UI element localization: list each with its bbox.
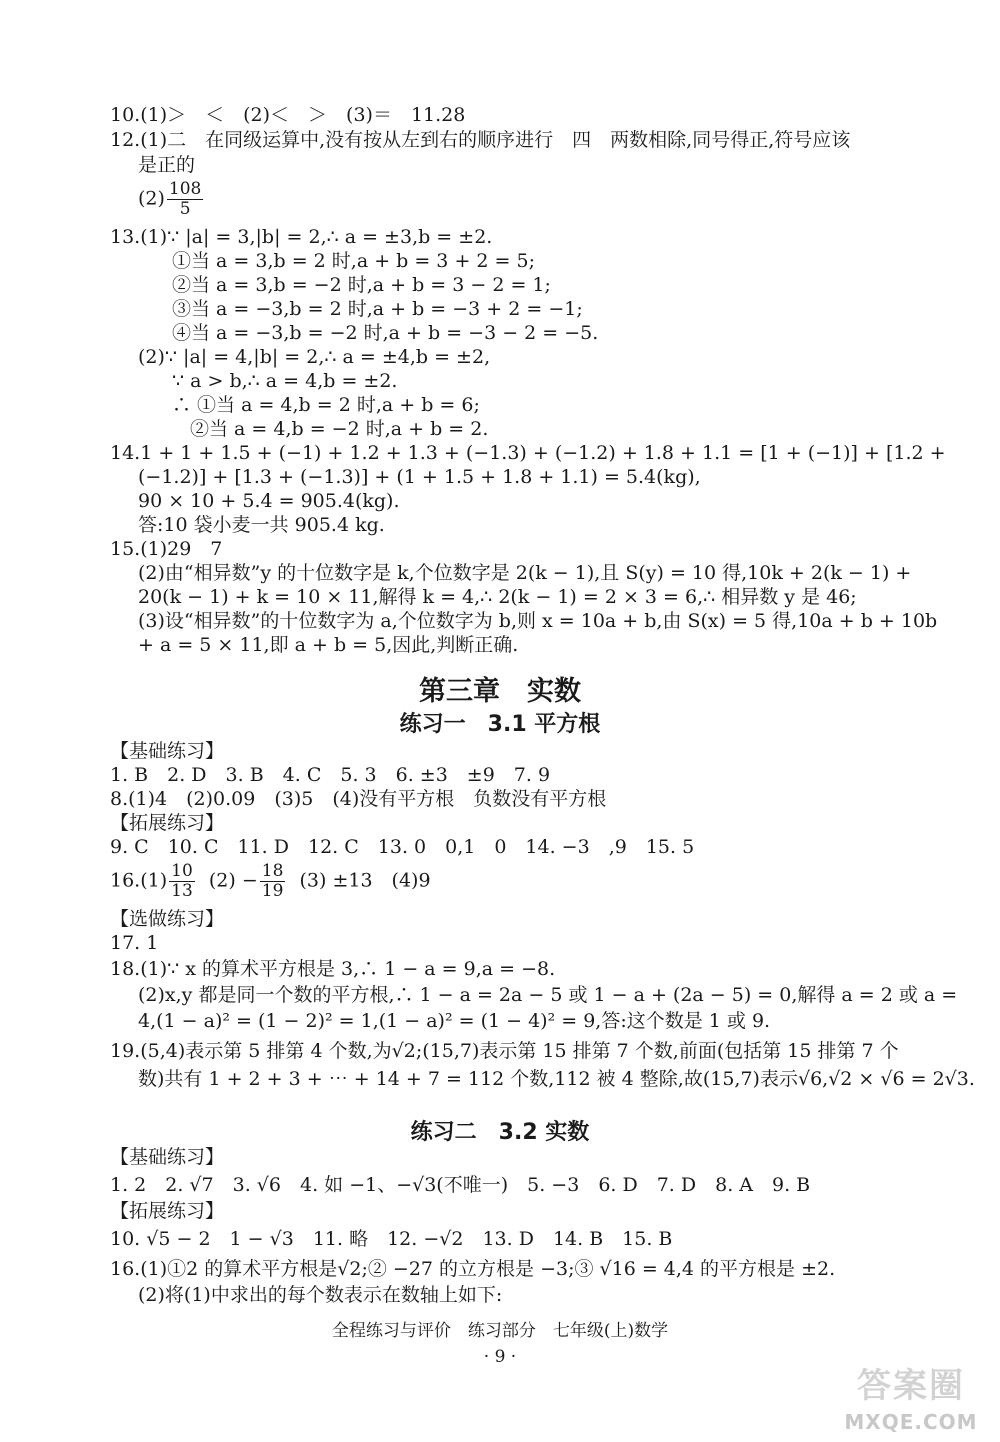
label-extension-practice-2: 【拓展练习】 [110,1200,225,1222]
label-extension-practice: 【拓展练习】 [110,812,225,834]
answer-q15-1: 15.(1)29 7 [110,538,223,560]
s1-q18-2-line2: 4,(1 − a)² = (1 − 2)² = 1,(1 − a)² = (1 − 4)² = 9,答:这个数是 1 或 9. [138,1010,771,1032]
s1-q16 [110,862,431,901]
answer-q13-case3: ③当 a = −3,b = 2 时,a + b = −3 + 2 = −1; [172,298,583,320]
page-number: · 9 · [483,1347,517,1367]
s1-q17: 17. 1 [110,932,159,954]
q16-1-label: 16.(1) [110,869,168,892]
answer-q14-line2: (−1.2)] + [1.3 + (−1.3)] + (1 + 1.5 + 1.8 + 1.1) = 5.4(kg), [138,466,701,488]
answer-q14-line1: 14.1 + 1 + 1.5 + (−1) + 1.2 + 1.3 + (−1.3) + (−1.2) + 1.8 + 1.1 = [1 + (−1)] + [1.2 + [110,442,946,464]
answer-q13-case1: ①当 a = 3,b = 2 时,a + b = 3 + 2 = 5; [172,250,535,272]
s1-q19-line1: 19.(5,4)表示第 5 排第 4 个数,为√2;(15,7)表示第 15 排第 7 个数,前面(包括第 15 排第 7 个 [110,1040,899,1062]
answer-q13-case4: ④当 a = −3,b = −2 时,a + b = −3 − 2 = −5. [172,322,599,344]
answer-q12-2 [138,180,205,219]
label-optional-practice: 【选做练习】 [110,908,225,930]
answer-q14-line3: 90 × 10 + 5.4 = 905.4(kg). [138,490,400,512]
q16-rest: (3) ±13 (4)9 [299,869,431,892]
answer-q15-3-line2: + a = 5 × 11,即 a + b = 5,因此,判断正确. [138,634,519,656]
answer-q12-1: 12.(1)二 在同级运算中,没有按从左到右的顺序进行 四 两数相除,同号得正,符号应该 [110,129,851,151]
s2-q16-1: 16.(1)①2 的算术平方根是√2;② −27 的立方根是 −3;③ √16 = 4,4 的平方根是 ±2. [110,1258,836,1280]
section-title-3-2: 练习二 3.2 实数 [410,1120,590,1145]
label-basic-practice-2: 【基础练习】 [110,1146,225,1168]
answer-q15-3-line1: (3)设“相异数”的十位数字为 a,个位数字为 b,则 x = 10a + b,由 S(x) = 5 得,10a + b + 10b [138,610,938,632]
s1-basic-answers-1: 1. B 2. D 3. B 4. C 5. 3 6. ±3 ±9 7. 9 [110,764,551,786]
answer-q13-2-case2: ②当 a = 4,b = −2 时,a + b = 2. [190,418,489,440]
fraction-numerator: 108 [168,179,202,199]
answer-q14-answer: 答:10 袋小麦一共 905.4 kg. [138,514,385,536]
s1-ext-answers: 9. C 10. C 11. D 12. C 13. 0 0,1 0 14. −3 ,9 15. 5 [110,836,695,858]
answer-q12-1-cont: 是正的 [138,154,196,176]
s1-basic-answers-2: 8.(1)4 (2)0.09 (3)5 (4)没有平方根 负数没有平方根 [110,788,607,810]
s1-q18-1: 18.(1)∵ x 的算术平方根是 3,∴ 1 − a = 9,a = −8. [110,958,556,980]
watermark-text: MXQE.COM [844,1410,978,1434]
answer-q13-1: 13.(1)∵ |a| = 3,|b| = 2,∴ a = ±3,b = ±2. [110,226,493,248]
fraction-denominator: 13 [171,881,193,901]
s1-q19-line2: 数)共有 1 + 2 + 3 + ⋯ + 14 + 7 = 112 个数,112 被 4 整除,故(15,7)表示√6,√2 × √6 = 2√3. [138,1068,975,1090]
answer-q15-2-line2: 20(k − 1) + k = 10 × 11,解得 k = 4,∴ 2(k − 1) = 2 × 3 = 6,∴ 相异数 y 是 46; [138,586,857,608]
fraction-18-19 [260,862,286,901]
answer-q13-2-case1: ∴ ①当 a = 4,b = 2 时,a + b = 6; [172,394,480,416]
fraction-denominator: 5 [179,199,191,219]
s2-q16-2: (2)将(1)中求出的每个数表示在数轴上如下: [138,1284,503,1306]
footer-book-title: 全程练习与评价 练习部分 七年级(上)数学 [331,1321,669,1341]
answer-q10: 10.(1)＞ ＜ (2)＜ ＞ (3)＝ 11.28 [110,104,466,126]
chapter-title: 第三章 实数 [419,676,581,707]
label-basic-practice: 【基础练习】 [110,740,225,762]
q12-2-label: (2) [138,187,165,210]
s2-basic-answers: 1. 2 2. √7 3. √6 4. 如 −1、−√3(不唯一) 5. −3 6. D 7. D 8. A 9. B [110,1174,811,1196]
watermark-logo: 答案圈 [857,1366,965,1406]
section-title-3-1: 练习一 3.1 平方根 [399,712,601,737]
fraction-numerator: 10 [171,861,193,881]
answer-q15-2-line1: (2)由“相异数”y 的十位数字是 k,个位数字是 2(k − 1),且 S(y) = 10 得,10k + 2(k − 1) + [138,562,912,584]
fraction-108-5 [167,180,203,219]
fraction-denominator: 19 [261,881,284,901]
answer-q13-case2: ②当 a = 3,b = −2 时,a + b = 3 − 2 = 1; [172,274,551,296]
s2-ext-answers: 10. √5 − 2 1 − √3 11. 略 12. −√2 13. D 14. B 15. B [110,1228,673,1250]
fraction-numerator: 18 [261,861,284,881]
q16-2-label: (2) − [208,869,258,892]
answer-q13-2-cond: ∵ a > b,∴ a = 4,b = ±2. [172,370,398,392]
s1-q18-2-line1: (2)x,y 都是同一个数的平方根,∴ 1 − a = 2a − 5 或 1 − a + (2a − 5) = 0,解得 a = 2 或 a = [138,984,958,1006]
watermark [836,1364,986,1434]
answer-q13-2: (2)∵ |a| = 4,|b| = 2,∴ a = ±4,b = ±2, [138,346,491,368]
fraction-10-13 [169,862,195,901]
